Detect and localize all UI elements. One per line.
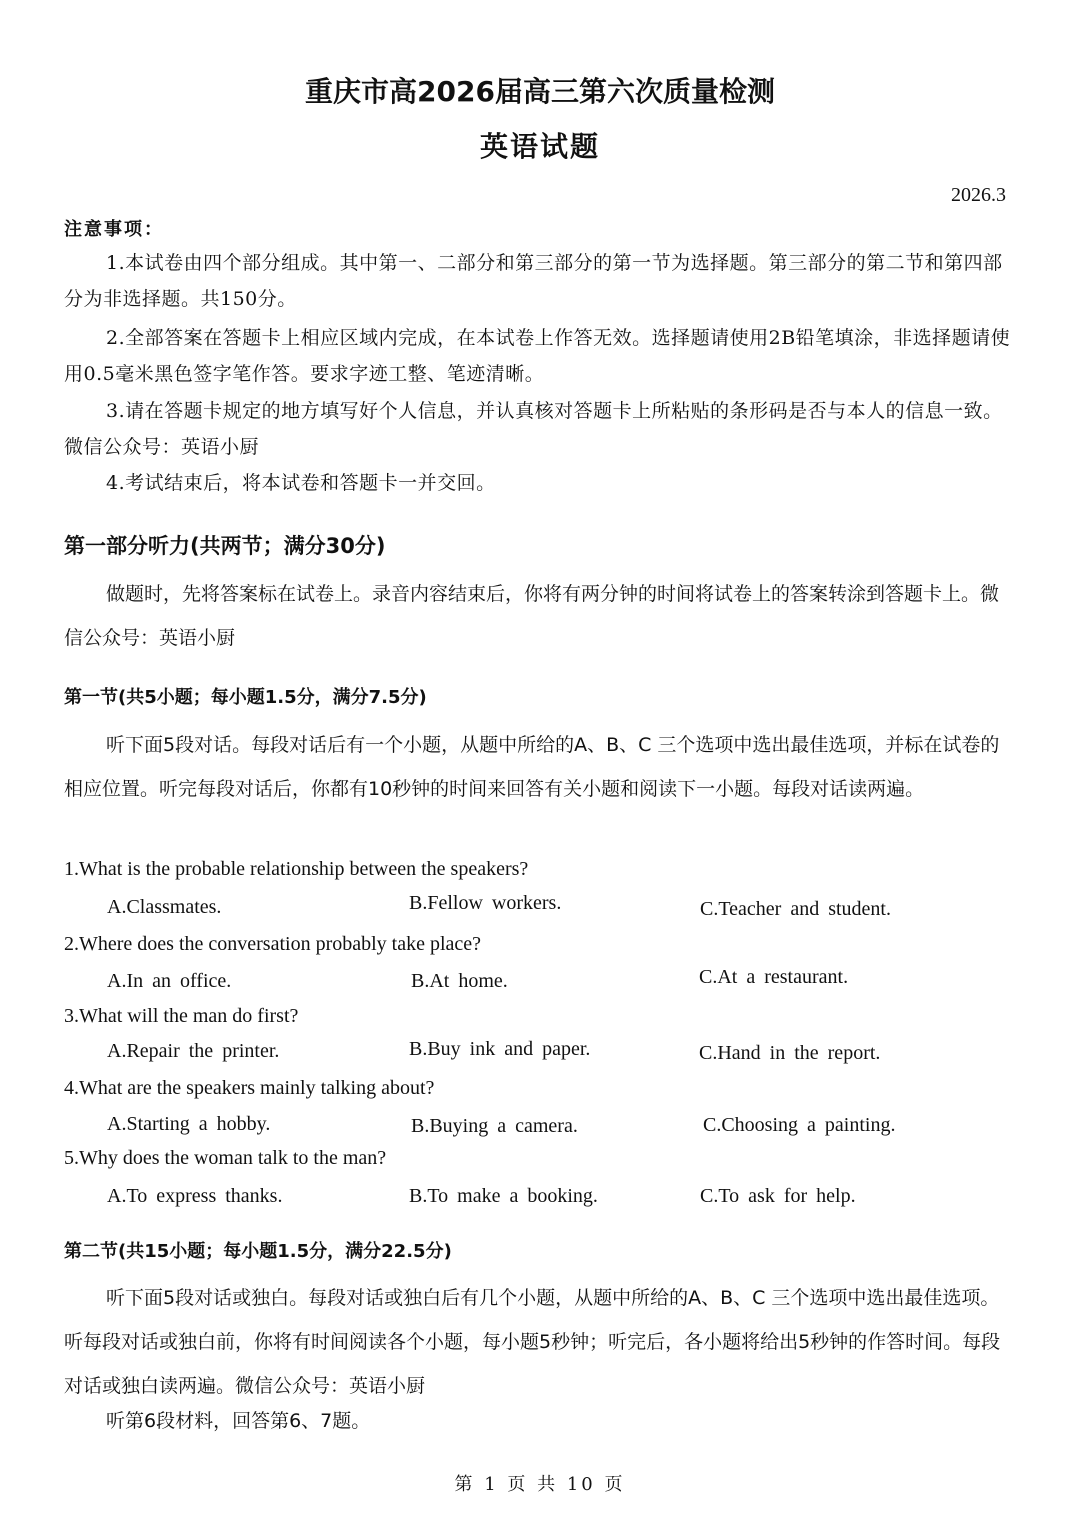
question-1-option-b: B.Fellow workers. — [409, 892, 562, 914]
document-subtitle: 英语试题 — [479, 130, 600, 163]
question-4-option-b: B.Buying a camera. — [411, 1115, 578, 1137]
question-1-option-c: C.Teacher and student. — [700, 898, 891, 920]
question-4-option-c: C.Choosing a painting. — [703, 1114, 896, 1136]
part1-intro: 做题时，先将答案标在试卷上。录音内容结束后，你将有两分钟的时间将试卷上的答案转涂到答题卡上。微信公众号：英语小厨 — [64, 583, 1000, 649]
question-2-option-c: C.At a restaurant. — [699, 966, 849, 988]
section1-heading: 第一节(共5小题；每小题1.5分，满分7.5分) — [64, 687, 427, 708]
notice-heading: 注意事项： — [64, 219, 164, 240]
question-3-option-b: B.Buy ink and paper. — [409, 1038, 591, 1060]
page-number: 第 1 页 共 10 页 — [454, 1474, 626, 1495]
question-1: 1.What is the probable relationship between the speakers? — [64, 858, 529, 880]
question-5: 5.Why does the woman talk to the man? — [64, 1147, 387, 1169]
section2-heading: 第二节(共15小题；每小题1.5分，满分22.5分) — [64, 1241, 452, 1262]
notice-item-1: 1.本试卷由四个部分组成。其中第一、二部分和第三部分的第一节为选择题。第三部分的第二节和第四部分为非选择题。共150分。 — [64, 252, 1003, 310]
notice-item-3: 3.请在答题卡规定的地方填写好个人信息，并认真核对答题卡上所粘贴的条形码是否与本人的信息一致。微信公众号：英语小厨 — [64, 400, 1003, 458]
question-5-option-c: C.To ask for help. — [700, 1185, 856, 1207]
listen-instruction: 听第6段材料，回答第6、7题。 — [106, 1410, 371, 1432]
question-4-option-a: A.Starting a hobby. — [107, 1113, 271, 1135]
question-5-option-b: B.To make a booking. — [409, 1185, 598, 1207]
question-3: 3.What will the man do first? — [64, 1005, 299, 1027]
document-title: 重庆市高2026届高三第六次质量检测 — [305, 75, 775, 108]
question-2-option-b: B.At home. — [411, 970, 508, 992]
question-4: 4.What are the speakers mainly talking about? — [64, 1077, 435, 1099]
question-3-option-c: C.Hand in the report. — [699, 1042, 881, 1064]
question-2: 2.Where does the conversation probably take place? — [64, 933, 482, 955]
question-5-option-a: A.To express thanks. — [107, 1185, 283, 1207]
notice-item-4: 4.考试结束后，将本试卷和答题卡一并交回。 — [106, 472, 496, 494]
exam-date: 2026.3 — [951, 184, 1006, 206]
part1-heading: 第一部分听力(共两节；满分30分) — [64, 534, 386, 558]
question-2-option-a: A.In an office. — [107, 970, 232, 992]
question-3-option-a: A.Repair the printer. — [107, 1040, 280, 1062]
question-1-option-a: A.Classmates. — [107, 896, 222, 918]
section1-intro: 听下面5段对话。每段对话后有一个小题，从题中所给的A、B、C 三个选项中选出最佳选项，并标在试卷的相应位置。听完每段对话后，你都有10秒钟的时间来回答有关小题和阅读下一小题。每段对话读两遍。 — [64, 734, 1000, 800]
section2-intro: 听下面5段对话或独白。每段对话或独白后有几个小题，从题中所给的A、B、C 三个选项中选出最佳选项。听每段对话或独白前，你将有时间阅读各个小题，每小题5秒钟；听完后，各小题将给出5秒钟的作答时间。每段对话或独白读两遍。微信公众号：英语小厨 — [64, 1287, 1001, 1397]
notice-item-2: 2.全部答案在答题卡上相应区域内完成，在本试卷上作答无效。选择题请使用2B铅笔填涂，非选择题请使用0.5毫米黑色签字笔作答。要求字迹工整、笔迹清晰。 — [64, 327, 1011, 385]
